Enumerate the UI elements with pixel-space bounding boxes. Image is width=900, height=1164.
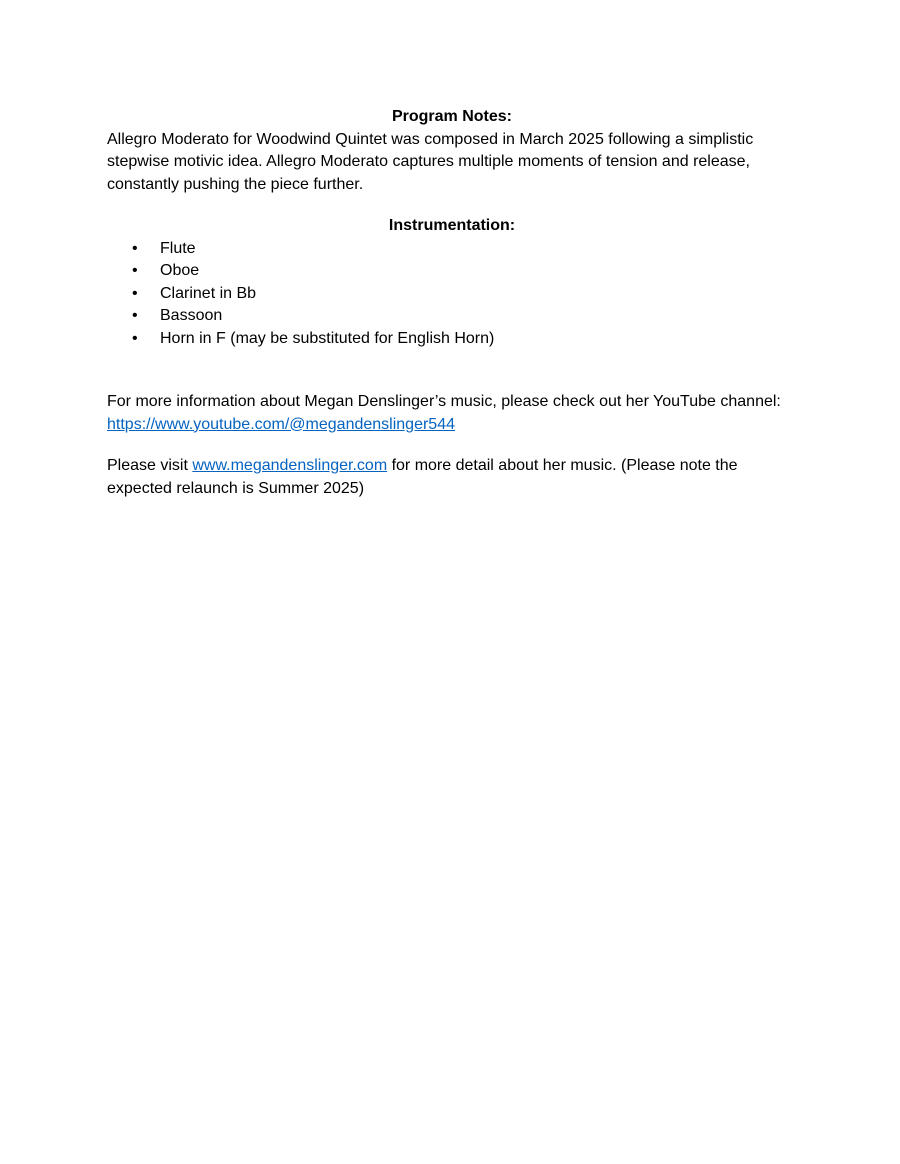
more-info-text: For more information about Megan Denslinger’s music, please check out her YouTube channel: xyxy=(107,393,781,410)
bullet-icon: • xyxy=(132,284,138,302)
instrumentation-heading: Instrumentation: xyxy=(388,217,516,234)
list-item xyxy=(107,328,797,351)
youtube-link[interactable]: https://www.youtube.com/@megandenslinger544 xyxy=(107,415,455,433)
instrument-list xyxy=(107,238,797,351)
list-item xyxy=(107,238,797,261)
instrument-name: Bassoon xyxy=(160,307,223,324)
spacer xyxy=(107,436,797,455)
bullet-icon: • xyxy=(132,307,138,324)
bullet-icon: • xyxy=(132,262,138,279)
list-item xyxy=(107,283,797,306)
instrument-name: Clarinet in Bb xyxy=(160,284,257,302)
website-paragraph xyxy=(107,455,797,500)
spacer xyxy=(107,196,797,215)
document-page xyxy=(107,106,797,500)
instrument-name: Flute xyxy=(160,239,196,257)
website-prefix: Please visit xyxy=(107,457,193,474)
spacer xyxy=(107,350,797,391)
program-notes-body: Allegro Moderato for Woodwind Quintet was composed in March 2025 following a simplistic stepwise motivic idea. Allegro Moderato captures multiple moments of tension and release, constantly pushing the piece further. xyxy=(107,130,754,193)
list-item xyxy=(107,305,797,328)
bullet-icon: • xyxy=(132,239,138,257)
more-info-paragraph xyxy=(107,391,797,436)
instrument-name: Horn in F (may be substituted for English Horn) xyxy=(160,329,495,347)
website-link[interactable]: www.megandenslinger.com xyxy=(192,457,388,474)
bullet-icon: • xyxy=(132,329,138,347)
program-notes-heading: Program Notes: xyxy=(391,108,513,125)
instrument-name: Oboe xyxy=(160,262,200,279)
list-item xyxy=(107,260,797,283)
website-suffix: for more detail about her music. (Please note the expected relaunch is Summer 2025) xyxy=(107,457,738,497)
